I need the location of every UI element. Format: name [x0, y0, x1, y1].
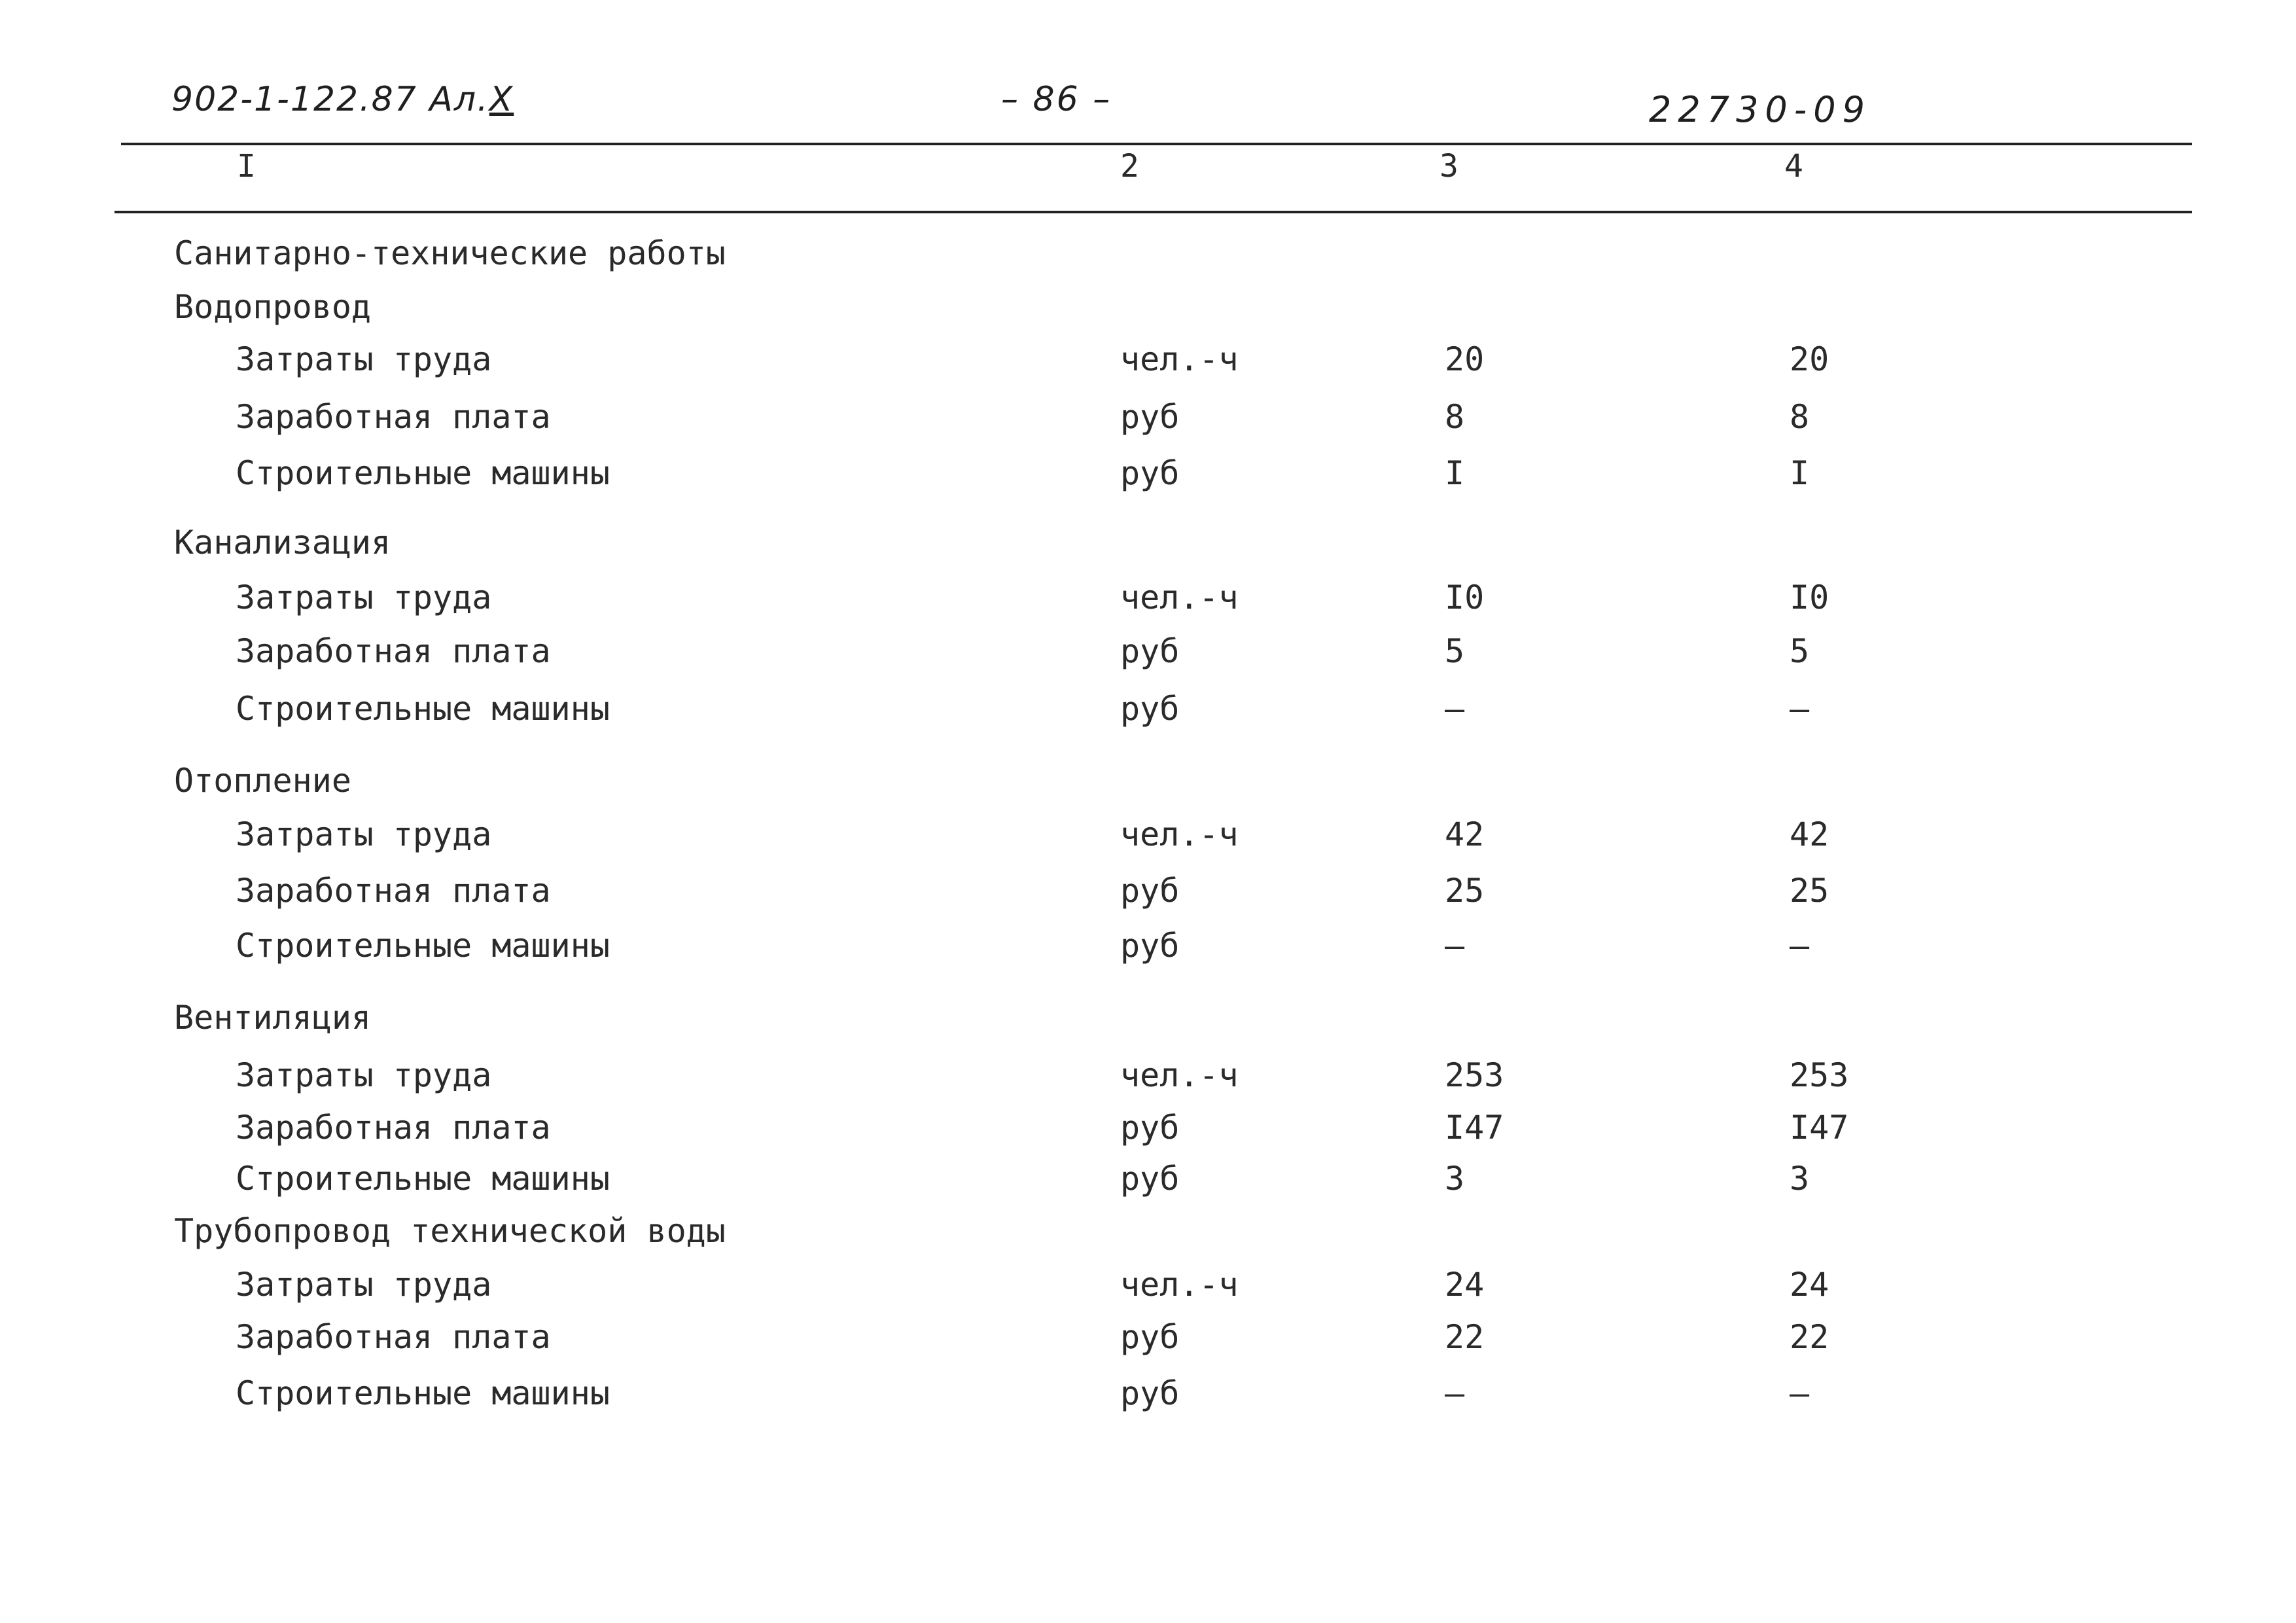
document-code: [171, 80, 514, 119]
row-value-col3: 20: [1445, 340, 1485, 378]
inventory-number: 22730-09: [1649, 89, 1871, 130]
column-header-1: I: [237, 148, 256, 185]
row-label: Строительные машины: [236, 1160, 610, 1198]
row-value-col4: 5: [1790, 632, 1810, 670]
row-value-col4: 24: [1790, 1266, 1829, 1304]
column-header-2: 2: [1120, 148, 1139, 185]
row-value-col4: I: [1790, 454, 1810, 492]
row-label: Строительные машины: [236, 927, 610, 965]
row-value-col4: 42: [1790, 815, 1829, 853]
row-label: Заработная плата: [236, 398, 551, 436]
row-value-col3: 8: [1445, 398, 1465, 436]
row-value-col4: –: [1790, 690, 1810, 728]
row-value-col4: 8: [1790, 398, 1810, 436]
column-header-4: 4: [1784, 148, 1803, 185]
row-value-col3: 22: [1445, 1318, 1485, 1356]
row-unit: руб: [1120, 1109, 1180, 1147]
row-unit: чел.-ч: [1120, 340, 1239, 378]
row-value-col4: 3: [1790, 1160, 1810, 1198]
row-label: Затраты труда: [236, 340, 492, 378]
row-label: Затраты труда: [236, 815, 492, 853]
row-unit: руб: [1120, 872, 1180, 910]
row-value-col4: 22: [1790, 1318, 1829, 1356]
row-label: Заработная плата: [236, 1109, 551, 1147]
row-label: Строительные машины: [236, 690, 610, 728]
section-title: Трубопровод технической воды: [174, 1212, 726, 1250]
row-value-col3: I0: [1445, 579, 1485, 616]
row-label: Заработная плата: [236, 632, 551, 670]
row-unit: руб: [1120, 454, 1180, 492]
row-value-col3: –: [1445, 690, 1465, 728]
row-value-col3: 253: [1445, 1056, 1504, 1094]
row-value-col4: 25: [1790, 872, 1829, 910]
row-value-col3: –: [1445, 1374, 1465, 1412]
row-value-col3: 3: [1445, 1160, 1465, 1198]
row-value-col3: 24: [1445, 1266, 1485, 1304]
table-top-rule: [121, 143, 2192, 145]
section-title: Отопление: [174, 762, 351, 800]
row-value-col3: 25: [1445, 872, 1485, 910]
row-value-col3: –: [1445, 927, 1465, 965]
row-value-col4: –: [1790, 1374, 1810, 1412]
section-title: Канализация: [174, 524, 391, 562]
row-value-col3: I: [1445, 454, 1465, 492]
row-unit: руб: [1120, 927, 1180, 965]
section-title: Санитарно-технические работы: [174, 234, 726, 272]
row-value-col4: 253: [1790, 1056, 1849, 1094]
row-unit: руб: [1120, 690, 1180, 728]
row-value-col4: 20: [1790, 340, 1829, 378]
table-header-rule: [115, 211, 2192, 213]
section-title: Водопровод: [174, 288, 372, 326]
row-unit: чел.-ч: [1120, 579, 1239, 616]
row-value-col3: 42: [1445, 815, 1485, 853]
row-value-col4: –: [1790, 927, 1810, 965]
row-unit: руб: [1120, 1374, 1180, 1412]
column-header-3: 3: [1439, 148, 1458, 185]
row-label: Затраты труда: [236, 1266, 492, 1304]
page-number: – 86 –: [1001, 80, 1112, 119]
row-unit: руб: [1120, 398, 1180, 436]
row-unit: руб: [1120, 632, 1180, 670]
row-label: Заработная плата: [236, 872, 551, 910]
row-value-col4: I0: [1790, 579, 1829, 616]
row-label: Заработная плата: [236, 1318, 551, 1356]
row-unit: руб: [1120, 1318, 1180, 1356]
row-value-col3: I47: [1445, 1109, 1504, 1147]
row-label: Затраты труда: [236, 1056, 492, 1094]
album-number: X: [489, 80, 514, 119]
row-label: Строительные машины: [236, 454, 610, 492]
row-unit: руб: [1120, 1160, 1180, 1198]
row-value-col3: 5: [1445, 632, 1465, 670]
row-unit: чел.-ч: [1120, 815, 1239, 853]
row-label: Строительные машины: [236, 1374, 610, 1412]
document-code-text: 902-1-122.87 Ал.: [171, 80, 489, 119]
row-value-col4: I47: [1790, 1109, 1849, 1147]
section-title: Вентиляция: [174, 999, 372, 1037]
row-label: Затраты труда: [236, 579, 492, 616]
row-unit: чел.-ч: [1120, 1266, 1239, 1304]
row-unit: чел.-ч: [1120, 1056, 1239, 1094]
